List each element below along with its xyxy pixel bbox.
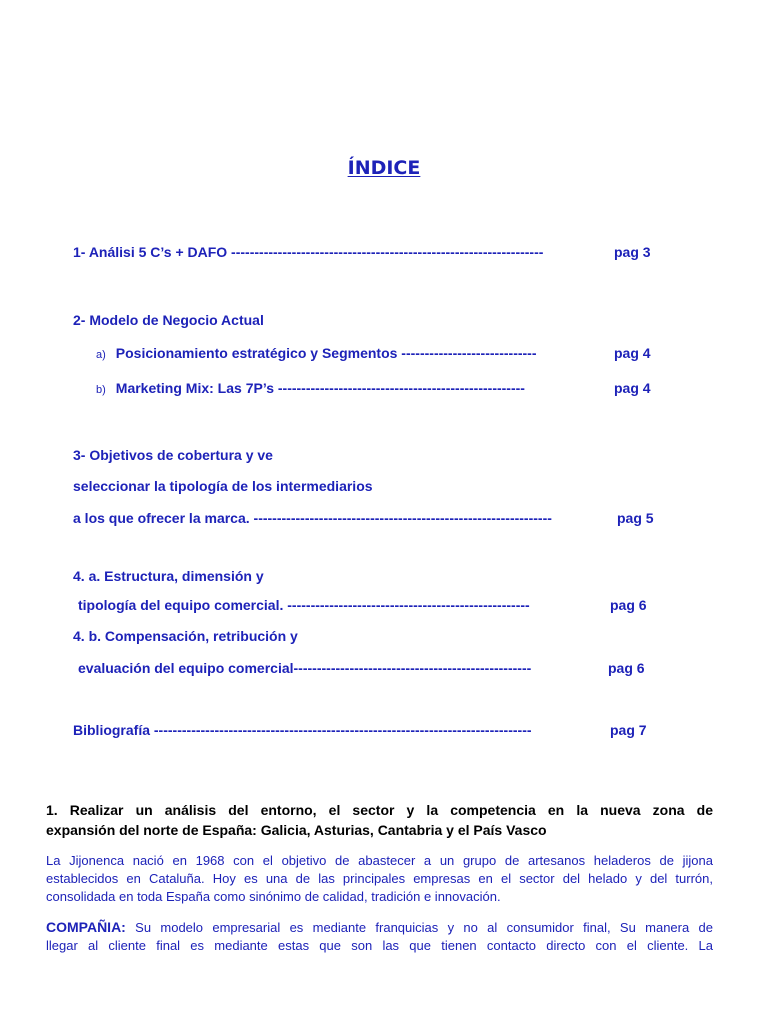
toc-item-3-line-3 — [73, 509, 552, 527]
toc-item-text: Posicionamiento estratégico y Segmentos ----------------------------- — [115, 345, 537, 361]
company-text: Su modelo empresarial es mediante franquicias y no al consumidor final, Su manera de — [125, 920, 713, 935]
toc-item-marker: b) — [96, 384, 106, 396]
toc-item-4a-line-2 — [78, 596, 530, 614]
section-heading — [46, 800, 713, 840]
toc-item-text: 2- Modelo de Negocio Actual — [73, 312, 264, 328]
intro-paragraph — [46, 852, 713, 906]
paragraph-line — [46, 918, 713, 937]
toc-item-3 — [73, 446, 273, 464]
toc-page-number: pag 7 — [610, 722, 647, 738]
toc-item-text: 4. b. Compensación, retribución y — [73, 628, 298, 644]
toc-item-2b — [96, 379, 525, 399]
toc-item-text: 1- Análisi 5 C’s + DAFO ------------------------------------------------------------------- — [73, 244, 544, 260]
company-label: COMPAÑIA: — [46, 919, 126, 935]
toc-page-number: pag 3 — [614, 244, 651, 260]
toc-item-text: 4. a. Estructura, dimensión y — [73, 568, 264, 584]
paragraph-line: establecidos en Cataluña. Hoy es una de las principales empresas en el sector del helado y del turrón, — [46, 871, 713, 886]
toc-item-2a — [96, 344, 537, 364]
toc-page-number: pag 6 — [608, 660, 645, 676]
toc-item-text: seleccionar la tipología de los intermediarios — [73, 478, 373, 494]
company-paragraph — [46, 918, 713, 955]
index-title: ÍNDICE — [347, 157, 421, 179]
toc-item-marker: a) — [96, 349, 106, 361]
toc-item-4b-line-2 — [78, 659, 531, 677]
paragraph-line: llegar al cliente final es mediante estas que son las que tienen contacto directo con el cliente. La — [46, 938, 713, 953]
paragraph-line: La Jijonenca nació en 1968 con el objetivo de abastecer a un grupo de artesanos heladeros de jijona — [46, 853, 713, 868]
toc-item-2 — [73, 311, 264, 329]
toc-page-number: pag 4 — [614, 345, 651, 361]
toc-page-number: pag 4 — [614, 380, 651, 396]
toc-item-text: Marketing Mix: Las 7P’s ----------------------------------------------------- — [115, 380, 525, 396]
heading-line: 1. Realizar un análisis del entorno, el sector y la competencia en la nueva zona de — [46, 802, 713, 818]
overprint-artifact: ntas en la zona, — [290, 448, 387, 463]
toc-item-1 — [73, 243, 543, 261]
toc-item-4a — [73, 567, 264, 585]
toc-page-number: pag 6 — [610, 597, 647, 613]
toc-item-3-line-2 — [73, 477, 373, 495]
toc-item-text: a los que ofrecer la marca. ---------------------------------------------------------------- — [73, 510, 552, 526]
toc-item-text: evaluación del equipo comercial--------------------------------------------------- — [78, 660, 532, 676]
toc-item-text: 3- Objetivos de cobertura y ve — [73, 447, 273, 463]
toc-item-text: Bibliografía --------------------------------------------------------------------------------- — [73, 722, 532, 738]
toc-item-4b — [73, 627, 298, 645]
heading-line: expansión del norte de España: Galicia, Asturias, Cantabria y el País Vasco — [46, 822, 547, 838]
toc-item-text: tipología del equipo comercial. ---------------------------------------------------- — [78, 597, 530, 613]
toc-item-bibliography — [73, 721, 532, 739]
paragraph-line: consolidada en toda España como sinónimo de calidad, tradición e innovación. — [46, 889, 501, 904]
toc-page-number: pag 5 — [617, 510, 654, 526]
